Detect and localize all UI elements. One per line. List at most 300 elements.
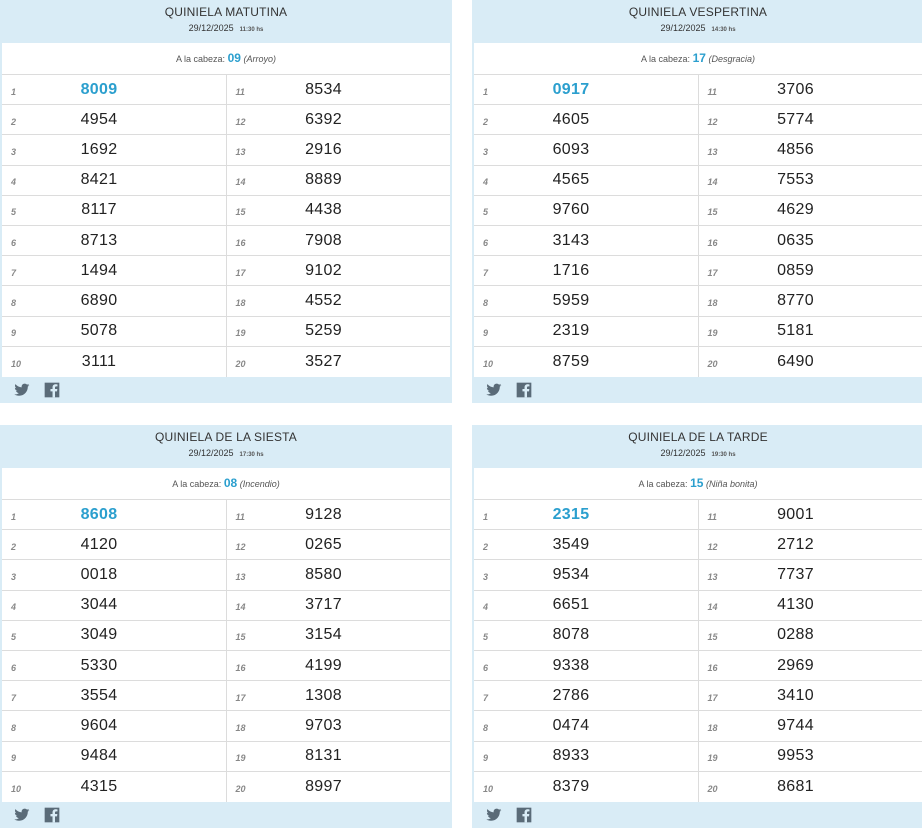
result-position: 6 (11, 662, 17, 673)
result-number: 3549 (552, 535, 590, 553)
result-number: 7908 (305, 231, 342, 249)
result-row (2, 681, 226, 711)
result-position: 19 (235, 328, 246, 339)
draw-date: 29/12/2025 (660, 448, 706, 458)
cabeza-meaning: (Incendio) (239, 479, 280, 489)
result-row (2, 500, 226, 530)
panel-date-line (472, 22, 922, 36)
result-position: 12 (235, 116, 246, 127)
result-position: 13 (707, 571, 718, 582)
result-row (227, 500, 451, 530)
result-position: 18 (707, 297, 718, 308)
result-row (699, 772, 922, 802)
result-number: 3554 (80, 686, 118, 704)
cabeza-label: A la cabeza: (641, 54, 691, 64)
facebook-icon[interactable] (44, 382, 60, 398)
result-position: 2 (483, 541, 489, 552)
result-row (699, 560, 922, 590)
twitter-icon[interactable] (486, 807, 502, 823)
result-row (699, 742, 922, 772)
results-grid (474, 500, 922, 802)
result-row (227, 681, 451, 711)
result-position: 4 (483, 602, 489, 613)
result-row (227, 196, 451, 226)
result-row (699, 105, 922, 135)
cabeza-meaning: (Niña bonita) (705, 479, 758, 489)
head-prize-number: 0917 (552, 80, 590, 98)
result-position: 17 (235, 692, 246, 703)
result-row (474, 105, 698, 135)
result-number: 9760 (552, 201, 590, 219)
result-number: 2786 (552, 686, 590, 704)
result-position: 4 (11, 177, 17, 188)
result-position: 13 (707, 146, 718, 157)
result-row (227, 317, 451, 347)
panel-date-line (0, 447, 452, 461)
result-row (474, 681, 698, 711)
result-row (2, 711, 226, 741)
result-position: 20 (235, 358, 246, 369)
result-position: 11 (707, 86, 717, 97)
result-number: 8379 (552, 777, 590, 795)
result-number: 8421 (80, 171, 118, 189)
result-row (2, 347, 226, 377)
result-row (474, 711, 698, 741)
panel-title: QUINIELA DE LA SIESTA (154, 430, 298, 444)
result-row (474, 135, 698, 165)
result-number: 2969 (777, 656, 814, 674)
result-number: 9953 (777, 747, 814, 765)
result-number: 4438 (305, 201, 342, 219)
result-position: 20 (707, 783, 718, 794)
result-number: 3143 (552, 231, 590, 249)
result-number: 1494 (80, 261, 118, 279)
result-row (227, 711, 451, 741)
result-row (227, 166, 451, 196)
result-number: 0859 (777, 261, 814, 279)
result-position: 14 (707, 177, 718, 188)
result-row (227, 226, 451, 256)
result-number: 8770 (777, 291, 814, 309)
result-position: 9 (483, 753, 489, 764)
cabeza-label: A la cabeza: (172, 479, 222, 489)
result-position: 8 (483, 297, 489, 308)
result-position: 13 (235, 146, 246, 157)
results-grid (2, 500, 450, 802)
result-number: 8713 (80, 231, 118, 249)
result-position: 1 (483, 511, 489, 522)
result-position: 12 (707, 116, 718, 127)
result-row (2, 286, 226, 316)
result-number: 8889 (305, 171, 342, 189)
result-position: 12 (707, 541, 718, 552)
cabeza-number: 15 (690, 476, 704, 490)
result-row (227, 591, 451, 621)
cabeza-label: A la cabeza: (176, 54, 226, 64)
result-position: 2 (483, 116, 489, 127)
result-row (699, 681, 922, 711)
result-position: 5 (11, 632, 17, 643)
result-position: 11 (235, 86, 245, 97)
result-number: 4605 (552, 110, 590, 128)
result-row (474, 560, 698, 590)
result-position: 17 (707, 692, 718, 703)
result-position: 9 (11, 753, 17, 764)
results-column (474, 75, 699, 377)
result-number: 4120 (80, 535, 118, 553)
results-grid (2, 75, 450, 377)
result-number: 8131 (305, 747, 342, 765)
result-number: 6890 (80, 291, 118, 309)
result-row (474, 591, 698, 621)
result-position: 17 (235, 267, 246, 278)
result-position: 7 (11, 267, 17, 278)
result-position: 1 (483, 86, 489, 97)
result-number: 0018 (80, 565, 118, 583)
result-number: 9484 (80, 747, 118, 765)
result-row (2, 742, 226, 772)
share-bar (0, 377, 452, 403)
result-row (2, 256, 226, 286)
result-row (227, 286, 451, 316)
result-number: 1716 (552, 261, 590, 279)
result-row (227, 560, 451, 590)
results-grid (474, 75, 922, 377)
result-position: 10 (483, 358, 494, 369)
result-number: 3111 (81, 352, 117, 370)
result-row (699, 500, 922, 530)
result-number: 2319 (552, 322, 590, 340)
result-row (699, 286, 922, 316)
result-row (2, 651, 226, 681)
result-number: 4130 (777, 596, 814, 614)
result-position: 3 (483, 146, 489, 157)
result-number: 6651 (552, 596, 590, 614)
share-bar (0, 802, 452, 828)
result-number: 8580 (305, 565, 342, 583)
result-position: 1 (11, 86, 17, 97)
result-row (227, 75, 451, 105)
cabeza-number: 08 (223, 476, 238, 490)
results-column (2, 75, 227, 377)
result-number: 1308 (305, 686, 342, 704)
share-bar (472, 802, 922, 828)
panel-title: QUINIELA DE LA TARDE (628, 430, 768, 444)
result-row (699, 347, 922, 377)
draw-time: 14:30 hs (711, 27, 736, 33)
result-row (227, 742, 451, 772)
result-number: 3154 (305, 626, 342, 644)
result-number: 5330 (80, 656, 118, 674)
panel-header (472, 425, 922, 468)
quiniela-panel (0, 425, 452, 828)
result-position: 9 (11, 328, 17, 339)
result-position: 20 (235, 783, 246, 794)
result-number: 9744 (777, 716, 814, 734)
result-row (2, 772, 226, 802)
result-position: 16 (707, 662, 718, 673)
result-number: 6093 (552, 140, 590, 158)
result-position: 18 (235, 722, 246, 733)
result-row (474, 196, 698, 226)
result-row (2, 621, 226, 651)
result-number: 3717 (305, 596, 342, 614)
panel-title: QUINIELA VESPERTINA (628, 5, 768, 19)
result-row (699, 166, 922, 196)
result-number: 1692 (80, 140, 118, 158)
result-number: 5078 (80, 322, 118, 340)
cabeza-label: A la cabeza: (638, 479, 688, 489)
result-row (474, 166, 698, 196)
result-position: 11 (707, 511, 717, 522)
results-body (474, 43, 922, 377)
panel-header (472, 0, 922, 43)
draw-date: 29/12/2025 (188, 23, 234, 33)
result-row (474, 286, 698, 316)
result-position: 2 (11, 116, 17, 127)
result-position: 12 (235, 541, 246, 552)
result-row (474, 621, 698, 651)
result-position: 20 (707, 358, 718, 369)
result-number: 3527 (305, 352, 342, 370)
panel-header (0, 0, 452, 43)
results-body (474, 468, 922, 802)
result-number: 3706 (777, 80, 814, 98)
result-number: 0265 (305, 535, 342, 553)
result-number: 8759 (552, 352, 590, 370)
panel-header (0, 425, 452, 468)
result-position: 13 (235, 571, 246, 582)
result-number: 5181 (777, 322, 814, 340)
result-position: 2 (11, 541, 17, 552)
result-row (699, 621, 922, 651)
results-body (2, 468, 450, 802)
result-row (474, 347, 698, 377)
result-row (2, 226, 226, 256)
result-row (474, 75, 698, 105)
result-row (2, 166, 226, 196)
result-row (2, 75, 226, 105)
result-position: 6 (11, 237, 17, 248)
result-row (227, 621, 451, 651)
result-number: 5259 (305, 322, 342, 340)
draw-time: 19:30 hs (711, 452, 736, 458)
draw-date: 29/12/2025 (660, 23, 706, 33)
result-position: 19 (707, 753, 718, 764)
result-row (227, 651, 451, 681)
result-row (227, 347, 451, 377)
cabeza-line (474, 468, 922, 500)
share-bar (472, 377, 922, 403)
result-number: 4315 (80, 777, 118, 795)
result-row (474, 317, 698, 347)
result-position: 15 (235, 207, 246, 218)
result-position: 14 (235, 177, 246, 188)
result-number: 7737 (777, 565, 814, 583)
result-position: 3 (11, 571, 17, 582)
quiniela-panel (472, 0, 922, 403)
cabeza-line (2, 43, 450, 75)
result-row (2, 317, 226, 347)
facebook-icon[interactable] (516, 807, 532, 823)
result-position: 14 (707, 602, 718, 613)
result-number: 9102 (305, 261, 342, 279)
result-position: 10 (11, 783, 22, 794)
result-position: 4 (483, 177, 489, 188)
result-row (227, 772, 451, 802)
result-position: 17 (707, 267, 718, 278)
result-number: 8681 (777, 777, 814, 795)
result-row (699, 651, 922, 681)
result-row (2, 560, 226, 590)
quiniela-panel (0, 0, 452, 403)
result-position: 16 (707, 237, 718, 248)
result-row (227, 530, 451, 560)
result-number: 4954 (80, 110, 118, 128)
result-number: 0635 (777, 231, 814, 249)
results-column (699, 500, 922, 802)
result-position: 7 (483, 692, 489, 703)
result-row (699, 75, 922, 105)
result-position: 11 (235, 511, 245, 522)
result-row (474, 530, 698, 560)
result-row (699, 591, 922, 621)
facebook-icon[interactable] (516, 382, 532, 398)
result-position: 9 (483, 328, 489, 339)
result-position: 7 (483, 267, 489, 278)
cabeza-line (2, 468, 450, 500)
result-number: 9338 (552, 656, 590, 674)
quiniela-panel (472, 425, 922, 828)
results-column (227, 75, 451, 377)
result-number: 8117 (81, 201, 117, 219)
result-position: 18 (707, 722, 718, 733)
panel-date-line (472, 447, 922, 461)
result-row (474, 772, 698, 802)
result-position: 14 (235, 602, 246, 613)
result-position: 15 (707, 632, 718, 643)
result-position: 3 (11, 146, 17, 157)
results-column (227, 500, 451, 802)
result-number: 7553 (777, 171, 814, 189)
result-position: 16 (235, 662, 246, 673)
cabeza-line (474, 43, 922, 75)
result-position: 5 (11, 207, 17, 218)
result-row (699, 196, 922, 226)
cabeza-meaning: (Desgracia) (708, 54, 755, 64)
result-position: 16 (235, 237, 246, 248)
result-position: 6 (483, 662, 489, 673)
panel-date-line (0, 22, 452, 36)
result-number: 3410 (777, 686, 814, 704)
result-number: 4565 (552, 171, 590, 189)
result-row (474, 651, 698, 681)
result-row (699, 530, 922, 560)
result-number: 8997 (305, 777, 342, 795)
result-position: 8 (11, 722, 17, 733)
results-column (474, 500, 699, 802)
result-position: 15 (235, 632, 246, 643)
result-number: 8078 (552, 626, 590, 644)
result-row (2, 196, 226, 226)
result-row (2, 530, 226, 560)
result-row (474, 500, 698, 530)
result-number: 6490 (777, 352, 814, 370)
result-row (699, 226, 922, 256)
result-number: 5959 (552, 291, 590, 309)
twitter-icon[interactable] (14, 807, 30, 823)
result-number: 9128 (305, 505, 342, 523)
result-number: 6392 (305, 110, 342, 128)
result-position: 10 (11, 358, 22, 369)
result-number: 9703 (305, 716, 342, 734)
result-number: 4552 (305, 291, 342, 309)
draw-time: 17:30 hs (239, 452, 264, 458)
draw-time: 11:30 hs (239, 27, 264, 33)
result-position: 10 (483, 783, 494, 794)
head-prize-number: 2315 (552, 505, 590, 523)
result-position: 8 (11, 297, 17, 308)
twitter-icon[interactable] (486, 382, 502, 398)
result-number: 3044 (80, 596, 118, 614)
head-prize-number: 8608 (80, 505, 118, 523)
result-number: 8933 (552, 747, 590, 765)
head-prize-number: 8009 (80, 80, 118, 98)
result-number: 5774 (777, 110, 814, 128)
result-number: 2712 (777, 535, 814, 553)
results-column (699, 75, 922, 377)
result-row (474, 742, 698, 772)
result-row (227, 105, 451, 135)
result-number: 0474 (552, 716, 590, 734)
result-position: 8 (483, 722, 489, 733)
result-number: 4199 (305, 656, 342, 674)
result-row (227, 256, 451, 286)
result-position: 4 (11, 602, 17, 613)
cabeza-number: 17 (692, 51, 706, 65)
facebook-icon[interactable] (44, 807, 60, 823)
result-row (474, 256, 698, 286)
result-number: 9534 (552, 565, 590, 583)
result-row (2, 105, 226, 135)
result-row (699, 317, 922, 347)
result-number: 9604 (80, 716, 118, 734)
result-row (227, 135, 451, 165)
result-position: 19 (707, 328, 718, 339)
result-position: 1 (11, 511, 17, 522)
result-position: 5 (483, 632, 489, 643)
result-position: 15 (707, 207, 718, 218)
result-number: 4629 (777, 201, 814, 219)
results-column (2, 500, 227, 802)
draw-date: 29/12/2025 (188, 448, 234, 458)
result-number: 0288 (777, 626, 814, 644)
twitter-icon[interactable] (14, 382, 30, 398)
result-row (699, 135, 922, 165)
result-number: 2916 (305, 140, 342, 158)
result-number: 4856 (777, 140, 814, 158)
result-position: 3 (483, 571, 489, 582)
result-number: 8534 (305, 80, 342, 98)
result-position: 7 (11, 692, 17, 703)
result-position: 18 (235, 297, 246, 308)
panel-title: QUINIELA MATUTINA (164, 5, 288, 19)
result-row (2, 591, 226, 621)
cabeza-meaning: (Arroyo) (243, 54, 276, 64)
result-number: 3049 (80, 626, 118, 644)
cabeza-number: 09 (227, 51, 241, 65)
result-position: 19 (235, 753, 246, 764)
